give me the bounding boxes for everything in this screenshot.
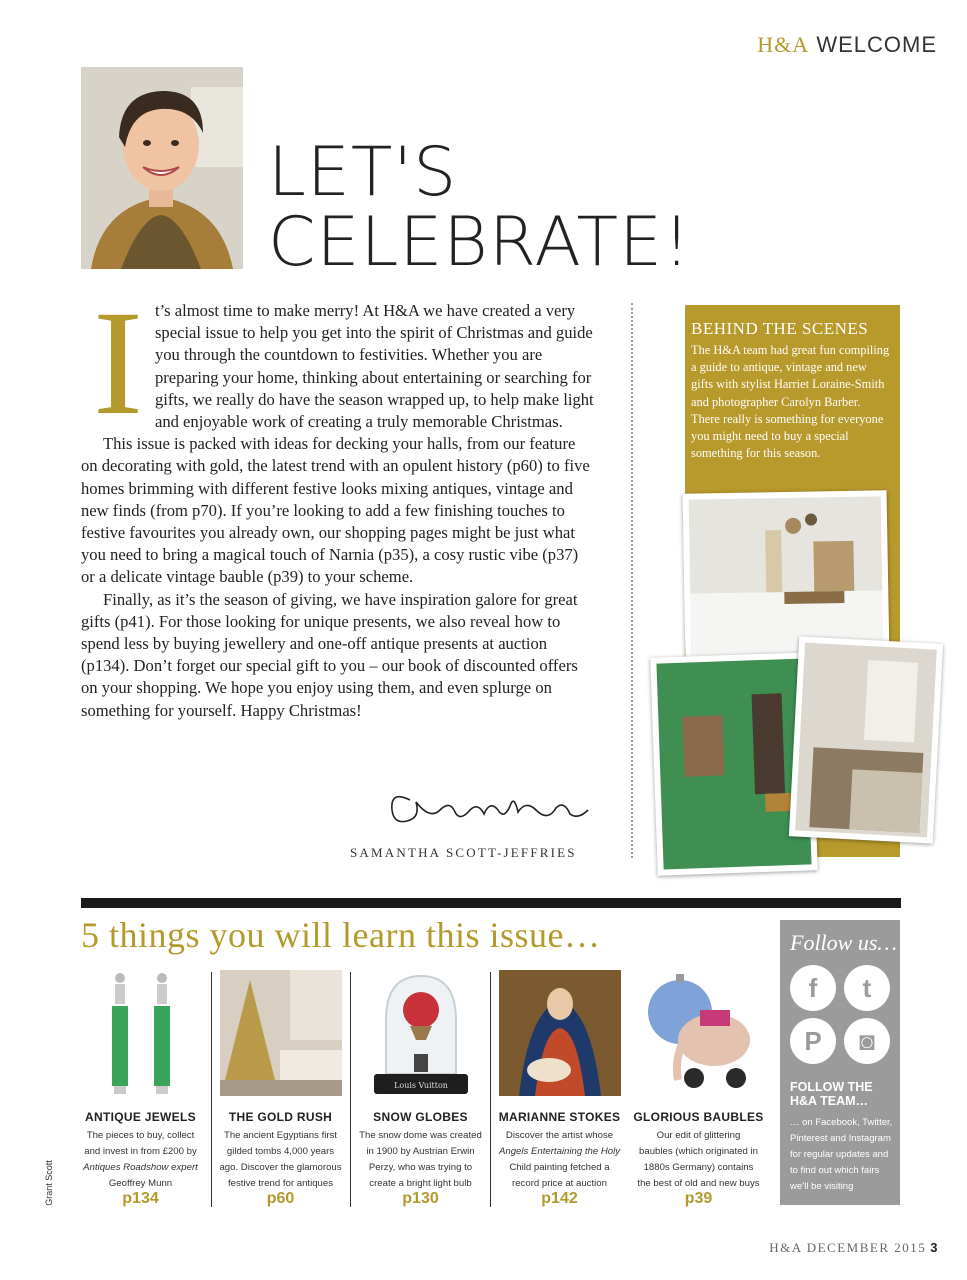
handwritten-signature <box>380 780 600 840</box>
item-desc-3: 1880s Germany) contains <box>643 1162 754 1173</box>
item-desc-4: create a bright light bulb <box>369 1178 472 1189</box>
follow-line-5: we’ll be visiting <box>790 1181 854 1192</box>
learn-item-marianne-stokes <box>491 970 628 1208</box>
follow-line-4: to find out which fairs <box>790 1165 880 1176</box>
page-title <box>268 133 692 282</box>
footer-text: H&A DECEMBER 2015 <box>769 1240 927 1255</box>
item-desc-3: Perzy, who was trying to <box>368 1162 473 1173</box>
item-page: p39 <box>684 1190 713 1207</box>
photo-credit-text: Grant Scott <box>43 1160 54 1206</box>
item-page: p142 <box>541 1190 578 1207</box>
learn-item-snow-globes <box>352 970 489 1208</box>
item-desc-4: record price at auction <box>512 1178 607 1189</box>
item-desc-3: ago. Discover the glamorous <box>219 1162 342 1173</box>
bts-photo-room <box>789 636 943 843</box>
pinterest-icon[interactable]: P <box>790 1018 836 1064</box>
bts-photo-studio <box>683 490 890 662</box>
gold-room-image <box>220 970 342 1096</box>
bts-title: BEHIND THE SCENES <box>691 319 869 338</box>
follow-title: FOLLOW THE H&A TEAM… <box>790 1080 873 1108</box>
item-divider <box>350 972 351 1207</box>
section-label: WELCOME <box>816 32 937 57</box>
bts-text: The H&A team had great fun compiling a guide to antique, vintage and new gifts with stylist Harriet Loraine-Smith and photographer Carolyn Barber. There really is something for everyone you might need to buy a special something for this season. <box>691 343 890 461</box>
title-line-2: CELEBRATE! <box>268 203 692 282</box>
paragraph-3: Finally, as it’s the season of giving, we have inspiration galore for great gifts (p41). For those looking for unique presents, we also reveal how to spend less by buying jewellery and one-off antique presents at auction (p134). Don’t forget our special gift to you – our book of discounted offers on your shopping. We hope you enjoy using them, and even splurge on something for yourself. Happy Christmas! <box>81 589 578 720</box>
learn-item-glorious-baubles <box>630 970 767 1208</box>
twitter-icon[interactable]: t <box>844 965 890 1011</box>
item-title: GLORIOUS BAUBLES <box>633 1110 764 1124</box>
item-title: SNOW GLOBES <box>373 1110 468 1124</box>
earrings-image <box>80 970 202 1096</box>
photo-credit <box>44 1160 58 1210</box>
item-desc-3: Child painting fetched a <box>509 1162 610 1173</box>
baubles-image <box>638 970 760 1096</box>
earrings-graphic <box>80 970 202 1096</box>
item-desc-1: The pieces to buy, collect <box>86 1130 195 1141</box>
title-line-1: LET'S <box>268 133 458 212</box>
editor-letter <box>81 280 596 722</box>
snow-globe-image <box>360 970 482 1096</box>
portrait-illustration <box>81 67 243 269</box>
paragraph-2: This issue is packed with ideas for decking your halls, from our feature on decorating with gold, the latest trend with an opulent history (p60) to five homes brimming with different festive looks mixing antiques, vintage and new finds (from p70). If you’re looking to add a few finishing touches to festive favourites you already own, our shopping pages might be just what you need to bring a magical touch of Narnia (p35), a cosy rustic vibe (p37) or a delicate vintage bauble (p39) to your scheme. <box>81 434 590 587</box>
learn-heading: 5 things you will learn this issue… <box>81 915 601 955</box>
item-desc-1: The ancient Egyptians first <box>223 1130 338 1141</box>
instagram-icon[interactable]: ◙ <box>844 1018 890 1064</box>
follow-line-3: for regular updates and <box>790 1149 889 1160</box>
learn-item-gold-rush <box>212 970 349 1208</box>
learn-item-antique-jewels <box>72 970 209 1208</box>
item-desc-4: the best of old and new buys <box>637 1178 760 1189</box>
item-desc-1: The snow dome was created <box>359 1130 482 1141</box>
item-title: ANTIQUE JEWELS <box>85 1110 196 1124</box>
item-desc-2: Angels Entertaining the Holy <box>498 1146 621 1157</box>
item-desc-2: and invest in from £200 by <box>84 1146 197 1157</box>
snow-globe-graphic <box>360 970 482 1096</box>
editor-name: SAMANTHA SCOTT-JEFFRIES <box>350 845 577 860</box>
column-divider <box>631 303 633 858</box>
item-title: THE GOLD RUSH <box>228 1110 333 1124</box>
editor-portrait <box>81 67 243 269</box>
item-page: p130 <box>402 1190 439 1207</box>
item-page: p134 <box>122 1190 159 1207</box>
item-desc-2: baubles (which originated in <box>639 1146 758 1157</box>
section-header <box>757 32 937 58</box>
follow-line-1: … on Facebook, Twitter, <box>790 1117 893 1128</box>
item-desc-1: Our edit of glittering <box>656 1130 741 1141</box>
signature-graphic <box>380 780 600 840</box>
follow-line-2: Pinterest and Instagram <box>790 1133 891 1144</box>
baubles-graphic <box>638 970 760 1096</box>
room-photo <box>789 636 943 843</box>
follow-us-panel <box>780 920 900 1205</box>
snow-globe-brand: Louis Vuitton <box>393 1081 448 1090</box>
follow-desc <box>790 1115 898 1195</box>
item-page: p60 <box>266 1190 295 1207</box>
facebook-icon[interactable]: f <box>790 965 836 1011</box>
item-desc-4: Geoffrey Munn <box>108 1178 173 1189</box>
drop-cap: I <box>93 280 143 446</box>
page-footer <box>769 1240 939 1256</box>
studio-photo <box>683 490 890 662</box>
follow-heading: Follow us… <box>790 930 897 955</box>
painting-graphic <box>499 970 621 1096</box>
item-desc-4: festive trend for antiques <box>227 1178 334 1189</box>
section-rule <box>81 898 901 908</box>
gold-room-graphic <box>220 970 342 1096</box>
paragraph-1: t’s almost time to make merry! At H&A we have created a very special issue to help you get into the spirit of Christmas and guide you through the countdown to festivities. Whether you are preparing your home, thinking about entertaining or searching for gifts, we really do have the season wrapped up, to help make light and enjoyable work of creating a truly memorable Christmas. <box>154 301 594 432</box>
painting-image <box>499 970 621 1096</box>
brand-logo: H&A <box>757 32 810 57</box>
item-desc-1: Discover the artist whose <box>505 1130 614 1141</box>
item-desc-2: gilded tombs 4,000 years <box>226 1146 335 1157</box>
item-desc-3: Antiques Roadshow expert <box>83 1162 198 1173</box>
page-number: 3 <box>930 1240 939 1255</box>
item-desc-2: in 1900 by Austrian Erwin <box>366 1146 475 1157</box>
item-title: MARIANNE STOKES <box>498 1110 621 1124</box>
